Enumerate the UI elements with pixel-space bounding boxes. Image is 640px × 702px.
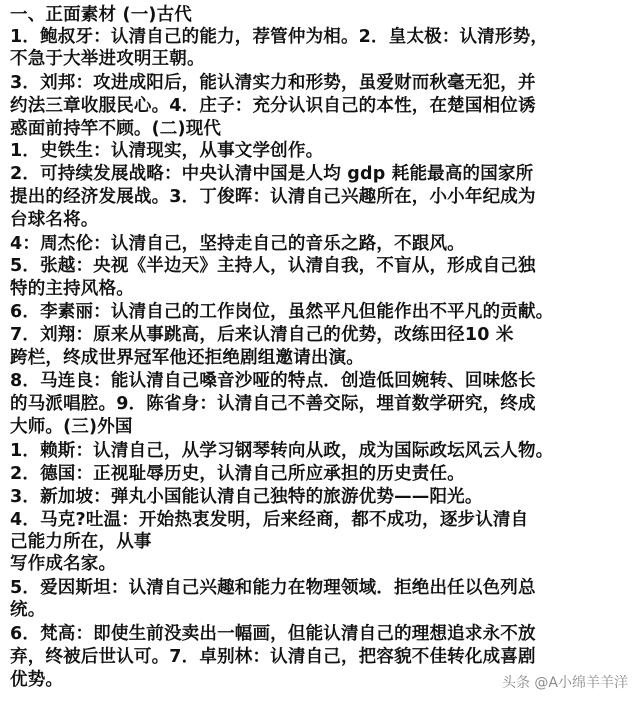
text-line: 6．李素丽：认清自己的工作岗位，虽然平凡但能作出不平凡的贡献。: [10, 302, 554, 322]
text-line: 一、正面素材 (一)古代: [10, 5, 192, 25]
text-line: 约法三章收服民心。4．庄子：充分认识自己的本性，在楚国相位诱: [10, 96, 536, 116]
text-line: 特的主持风格。: [10, 279, 134, 299]
text-line: 写作成名家。: [10, 554, 117, 574]
text-line: 统。: [10, 600, 46, 620]
text-line: 惑面前持竿不顾。(二)现代: [10, 119, 222, 139]
text-line: 优势。: [10, 670, 64, 690]
text-line: 3．刘邦：攻进成阳后，能认清实力和形势，虽爱财而秋毫无犯，并: [10, 73, 536, 93]
text-line: 8．马连良：能认清自己嗓音沙哑的特点．创造低回婉转、回味悠长: [10, 371, 536, 391]
text-line: 的马派唱腔。9．陈省身：认清自己不善交际，埋首数学研究，终成: [10, 394, 536, 414]
text-line: 4．马克?吐温：开始热衷发明，后来经商，都不成功，逐步认清自: [10, 510, 529, 530]
text-line: 1．鲍叔牙：认清自己的能力，荐管仲为相。2．皇太极：认清形势，: [10, 27, 549, 47]
text-line: 己能力所在，从事: [10, 532, 152, 552]
text-line: 不急于大举进攻明王朝。: [10, 49, 205, 69]
text-line: 6．梵高：即使生前没卖出一幅画，但能认清自己的理想追求永不放: [10, 624, 536, 644]
text-line: 7．刘翔：原来从事跳高，后来认清自己的优势，改练田径10 米: [10, 325, 514, 345]
text-line: 弃，终被后世认可。7．卓别林：认清自己，把容貌不佳转化成喜剧: [10, 647, 536, 667]
text-line: 3．新加坡：弹丸小国能认清自己独特的旅游优势——阳光。: [10, 487, 483, 507]
text-line: 5．张越：央视《半边天》主持人，认清自我，不盲从，形成自己独: [10, 256, 536, 276]
text-line: 4：周杰伦：认清自己，坚持走自己的音乐之路，不跟风。: [10, 234, 465, 254]
text-line: 大师。(三)外国: [10, 417, 133, 437]
text-line: 2．可持续发展战略：中央认清中国是人均 gdp 耗能最高的国家所: [10, 164, 534, 184]
text-line: 台球名将。: [10, 210, 99, 230]
text-line: 1．史铁生：认清现实，从事文学创作。: [10, 141, 324, 161]
text-line: 5．爱因斯坦：认清自己兴趣和能力在物理领域．拒绝出任以色列总: [10, 578, 536, 598]
text-line: 2．德国：正视耻辱历史，认清自己所应承担的历史责任。: [10, 464, 465, 484]
text-line: 1．赖斯：认清自己，从学习钢琴转向从政，成为国际政坛风云人物。: [10, 441, 554, 461]
text-line: 跨栏，终成世界冠军他还拒绝剧组邀请出演。: [10, 348, 364, 368]
text-line: 提出的经济发展战。3．丁俊晖：认清自己兴趣所在，小小年纪成为: [10, 187, 536, 207]
watermark: 头条 @A小绵羊羊洋: [501, 675, 628, 691]
